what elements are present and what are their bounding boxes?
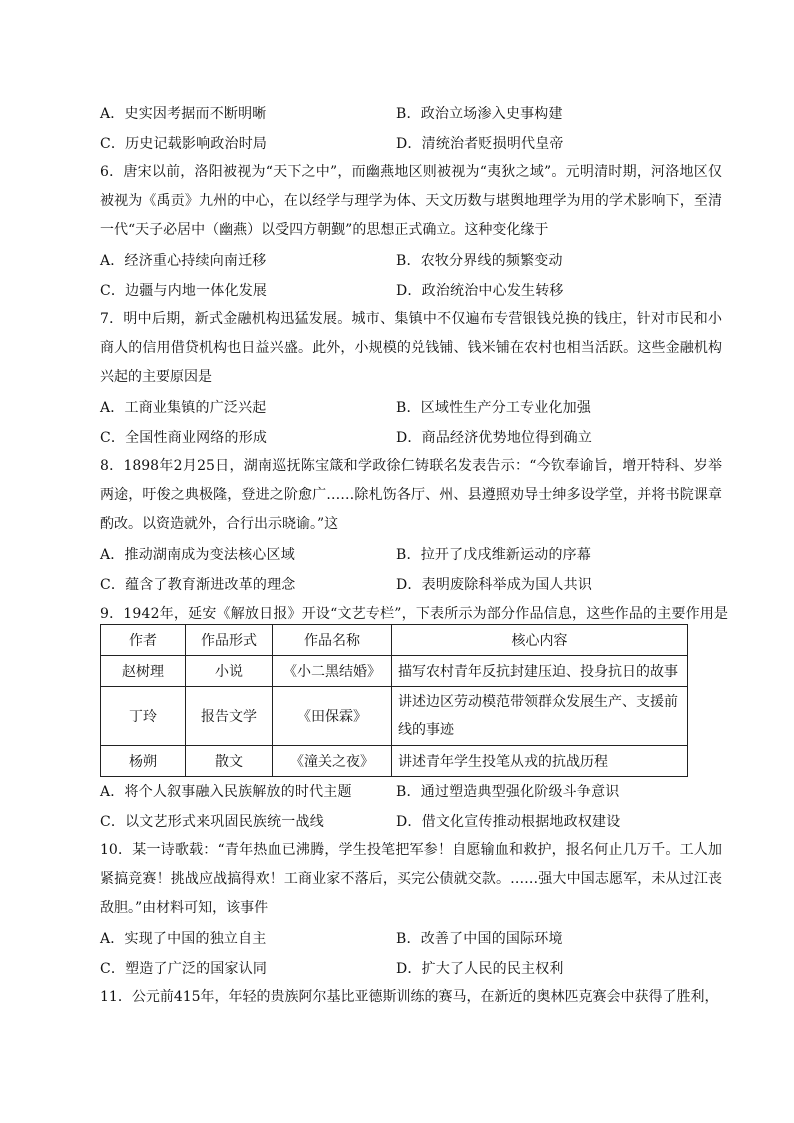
q10-option-b: B．改善了中国的国际环境 (396, 931, 563, 947)
q5-option-b: B．政治立场渗入史事构建 (396, 106, 563, 122)
cell-title: 《田保霖》 (273, 687, 392, 746)
q6-option-b: B．农牧分界线的频繁变动 (396, 253, 563, 269)
q5-option-c: C．历史记载影响政治时局 (100, 136, 268, 152)
table-row (101, 687, 688, 746)
table-header-row (101, 625, 688, 656)
q9-option-c: C．以文艺形式来巩固民族统一战线 (100, 814, 324, 830)
q10-stem: 10．某一诗歌载：“青年热血已沸腾，学生投笔把军参！自愿输血和救护，报名何止几万千。工人加紧搞竞赛！挑战应战搞得欢！工商业家不落后，买完公债就交款。……强大中国志愿军，未从过江丧敌胆。”由材料可知，该事件 (100, 842, 722, 916)
q9-option-d: D．借文化宣传推动根据地政权建设 (396, 814, 621, 830)
q8-stem: 8．1898年2月25日，湖南巡抚陈宝箴和学政徐仁铸联名发表告示：“今钦奉谕旨，增开特科、岁举两途，吁俊之典极隆，登进之阶愈广……除札饬各厅、州、县遵照劝导士绅多设学堂，并将书院课章酌改。以资造就外，合行出示晓谕。”这 (100, 458, 722, 532)
cell-form: 小说 (186, 656, 273, 687)
q9-stem: 9．1942年，延安《解放日报》开设“文艺专栏”，下表所示为部分作品信息，这些作品的主要作用是 (100, 606, 729, 622)
cell-form: 报告文学 (186, 687, 273, 746)
header-content: 核心内容 (392, 625, 688, 656)
q6-option-c: C．边疆与内地一体化发展 (100, 283, 268, 299)
q7-option-b: B．区域性生产分工专业化加强 (396, 400, 592, 416)
q5-option-d: D．清统治者贬损明代皇帝 (396, 136, 564, 152)
header-form: 作品形式 (186, 625, 273, 656)
cell-form: 散文 (186, 746, 273, 777)
q8-option-b: B．拉开了戊戌维新运动的序幕 (396, 547, 592, 563)
q9-option-b: B．通过塑造典型强化阶级斗争意识 (396, 784, 620, 800)
q7-option-d: D．商品经济优势地位得到确立 (396, 430, 593, 446)
q10-option-a: A．实现了中国的独立自主 (100, 931, 267, 947)
cell-title: 《潼关之夜》 (273, 746, 392, 777)
q7-option-c: C．全国性商业网络的形成 (100, 430, 268, 446)
q7-stem: 7．明中后期，新式金融机构迅猛发展。城市、集镇中不仅遍布专营银钱兑换的钱庄，针对市民和小商人的信用借贷机构也日益兴盛。此外，小规模的兑钱铺、钱米铺在农村也相当活跃。这些金融机构兴起的主要原因是 (100, 311, 722, 385)
table-row (101, 656, 688, 687)
cell-title: 《小二黑结婚》 (273, 656, 392, 687)
q8-option-d: D．表明废除科举成为国人共识 (396, 577, 593, 593)
q6-stem: 6．唐宋以前，洛阳被视为“天下之中”，而幽燕地区则被视为“夷狄之域”。元明清时期，河洛地区仅被视为《禹贡》九州的中心，在以经学与理学为体、天文历数与堪舆地理学为用的学术影响下，至清一代“天子必居中（幽燕）以受四方朝觐”的思想正式确立。这种变化缘于 (100, 164, 722, 238)
cell-author: 赵树理 (101, 656, 186, 687)
q7-option-a: A．工商业集镇的广泛兴起 (100, 400, 267, 416)
q5-option-a: A．史实因考据而不断明晰 (100, 106, 267, 122)
q10-option-d: D．扩大了人民的民主权利 (396, 961, 564, 977)
q8-option-c: C．蕴含了教育渐进改革的理念 (100, 577, 296, 593)
q8-option-a: A．推动湖南成为变法核心区域 (100, 547, 295, 563)
header-author: 作者 (101, 625, 186, 656)
q6-option-a: A．经济重心持续向南迁移 (100, 253, 267, 269)
cell-content: 讲述青年学生投笔从戎的抗战历程 (392, 746, 688, 777)
q11-stem: 11．公元前415年，年轻的贵族阿尔基比亚德斯训练的赛马，在新近的奥林匹克赛会中获得了胜利， (100, 989, 719, 1005)
works-table (100, 624, 688, 777)
q6-option-d: D．政治统治中心发生转移 (396, 283, 564, 299)
header-title: 作品名称 (273, 625, 392, 656)
q9-option-a: A．将个人叙事融入民族解放的时代主题 (100, 784, 352, 800)
cell-content: 描写农村青年反抗封建压迫、投身抗日的故事 (392, 656, 688, 687)
cell-author: 丁玲 (101, 687, 186, 746)
cell-content: 讲述边区劳动模范带领群众发展生产、支援前线的事迹 (392, 687, 688, 746)
table-row (101, 746, 688, 777)
q10-option-c: C．塑造了广泛的国家认同 (100, 961, 268, 977)
cell-author: 杨朔 (101, 746, 186, 777)
